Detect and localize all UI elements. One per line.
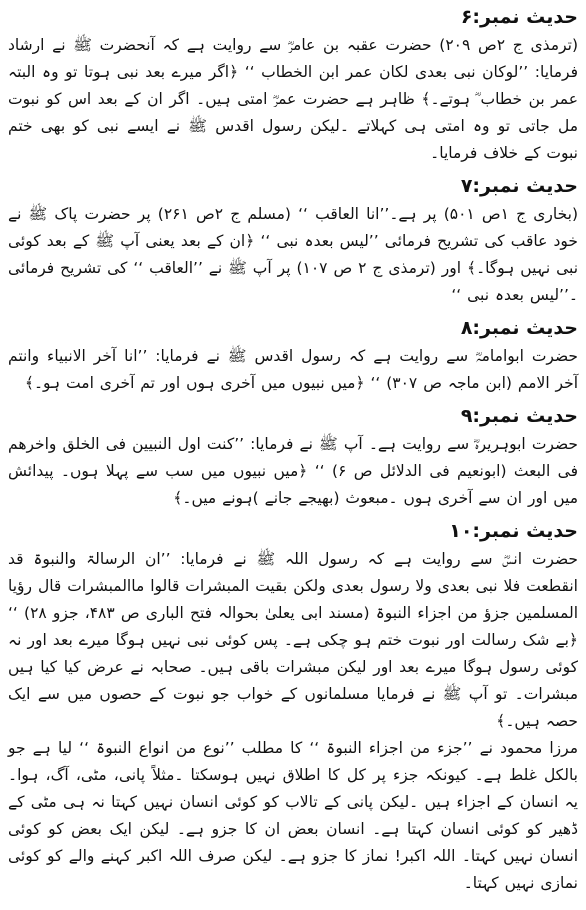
hadith-7-text: (بخاری ج ۱ص ۵۰۱) پر ہے۔’’انا العاقب ‘‘ (مسلم ج ۲ص ۲۶۱) پر حضرت پاک ﷺ نے خود عاقب کی تشریح فرمائی ’’لیس بعدہ نبی ‘‘ ﴿ان کے بعد یعنی آپ ﷺ کے بعد کوئی نبی نہیں ہوگا۔﴾ اور (ترمذی ج ۲ ص ۱۰۷) پر آپ ﷺ نے ’’العاقب ‘‘ کی تشریح فرمائی ۔’’لیس بعدہ نبی ‘‘ (8, 205, 579, 304)
hadith-10-text: حضرت انسؓ سے روایت ہے کہ رسول اللہ ﷺ نے فرمایا: ’’ان الرسالۃ والنبوۃ قد انقطعت فلا نبی بعدی ولا رسول بعدی ولکن بقیت المبشرات قالوا ماالمبشرات قال رؤیا المسلمین جزؤ من اجزاء النبوۃ (مسند ابی یعلیٰ بحوالہ فتح الباری ص ۴۸۳، جزو ۲۸) ‘‘ ﴿بے شک رسالت اور نبوت ختم ہو چکی ہے۔ پس کوئی نبی نہیں ہوگا میرے بعد اور نہ کوئی رسول ہوگا میرے بعد اور لیکن مبشرات باقی ہیں۔ صحابہ نے عرض کیا کیا ہیں مبشرات۔ تو آپ ﷺ نے فرمایا مسلمانوں کے خواب جو نبوت کے حصوں میں سے ایک حصہ ہیں۔﴾ (8, 550, 579, 730)
hadith-10-heading: حدیث نمبر:۱۰ (449, 520, 578, 542)
hadith-6-section (8, 4, 578, 167)
hadith-6-text: (ترمذی ج ۲ص ۲۰۹) حضرت عقبہ بن عامرؓ سے روایت ہے کہ آنحضرت ﷺ نے ارشاد فرمایا: ’’لوکان نبی بعدی لکان عمر ابن الخطاب ‘‘ ﴿اگر میرے بعد نبی ہوتا تو وہ البتہ عمر بن خطاب ؓ ہوتے۔﴾ ظاہر ہے حضرت عمرؓ امتی ہیں۔ اگر ان کے بعد اس کو نبوت مل جاتی تو وہ امتی ہی کہلاتے ۔لیکن رسول اقدس ﷺ نے ایسے نبی کو بھی ختم نبوت کے خلاف فرمایا۔ (8, 36, 579, 162)
hadith-7-section (8, 173, 578, 309)
hadith-7-heading: حدیث نمبر:۷ (460, 175, 578, 197)
commentary-paragraph: مرزا محمود نے ’’جزء من اجزاء النبوۃ ‘‘ کا مطلب ’’نوع من انواع النبوۃ ‘‘ لیا ہے جو بالکل غلط ہے۔ کیونکہ جزء پر کل کا اطلاق نہیں ہوسکتا ۔مثلاً پانی، مٹی، آگ، ہوا۔ یہ انسان کے اجزاء ہیں ۔لیکن پانی کے تالاب کو کوئی انسان نہیں کہتا نہ ہی مٹی کے ڈھیر کو کوئی انسان کہتا ہے۔ انسان بعض ان کا جزو ہے۔ لیکن ایک بعض کو کوئی انسان نہیں کہتا۔ اللہ اکبر! نماز کا جزو ہے۔ لیکن صرف اللہ اکبر کہنے والے کو کوئی نمازی نہیں کہتا۔ (8, 739, 578, 892)
hadith-9-text: حضرت ابوہریرہؓ سے روایت ہے۔ آپ ﷺ نے فرمایا: ’’کنت اول النبیین فی الخلق واخرھم فی البعث (ابونعیم فی الدلائل ص ۶) ‘‘ ﴿میں نبیوں میں سب سے پہلا ہوں۔ پیدائش میں اور ان سے آخری ہوں ۔مبعوث (بھیجے جانے )ہونے میں۔﴾ (8, 435, 578, 507)
hadith-8-heading: حدیث نمبر:۸ (460, 317, 578, 339)
hadith-8-text: حضرت ابوامامہؓ سے روایت ہے کہ رسول اقدس ﷺ نے فرمایا: ’’انا آخر الانبیاء وانتم آخر الامم (ابن ماجہ ص ۳۰۷) ‘‘ ﴿میں نبیوں میں آخری ہوں اور تم آخری امت ہو۔﴾ (8, 347, 578, 392)
hadith-9-heading: حدیث نمبر:۹ (460, 405, 578, 427)
hadith-8-section (8, 315, 578, 397)
hadith-10-section (8, 518, 578, 897)
hadith-6-heading: حدیث نمبر:۶ (460, 6, 578, 28)
hadith-9-section (8, 403, 578, 512)
